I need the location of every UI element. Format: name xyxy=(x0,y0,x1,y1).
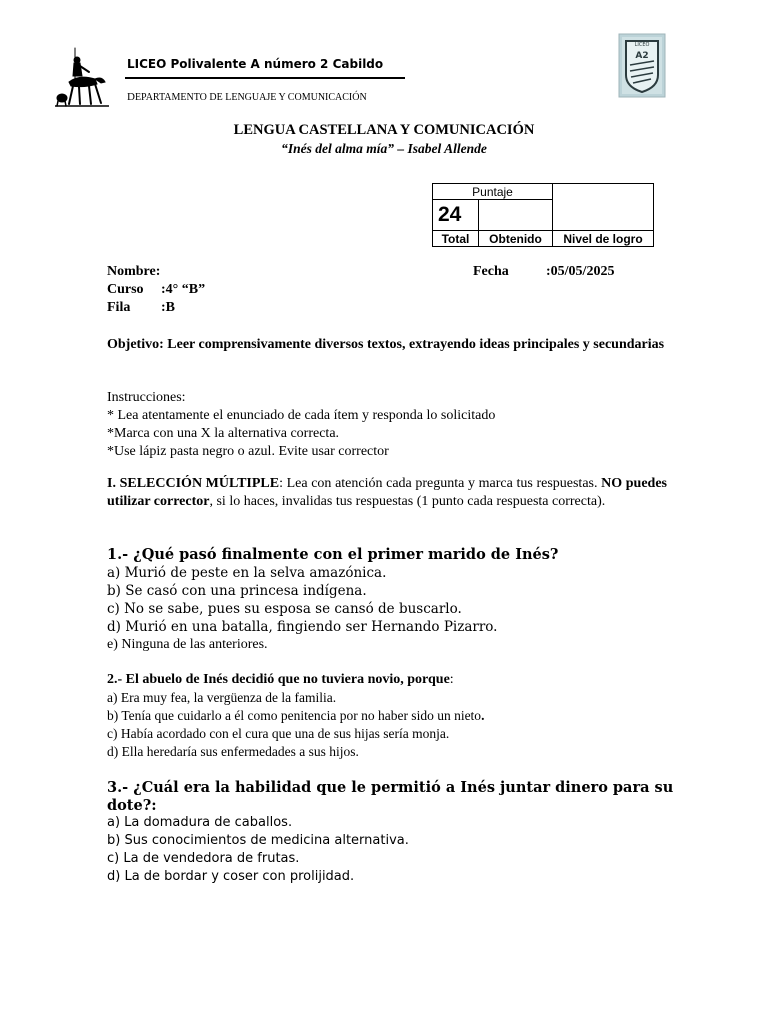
school-name: LICEO Polivalente A número 2 Cabildo xyxy=(127,57,384,71)
row-value: :B xyxy=(161,300,175,315)
department-rest: EPARTAMENTO DE LENGUAJE Y COMUNICACIÓN xyxy=(134,92,367,103)
section-title: I. SELECCIÓN MÚLTIPLE xyxy=(107,476,280,491)
question-1-option-d[interactable]: d) Murió en una batalla, fingiendo ser Hernando Pizarro. xyxy=(107,619,498,635)
question-2-text xyxy=(107,672,454,688)
school-seal-icon xyxy=(616,31,668,99)
svg-text:LICEO: LICEO xyxy=(634,42,650,48)
question-2-option-b-text: b) Tenía que cuidarlo a él como penitencia por no haber sido un nieto xyxy=(107,708,482,723)
question-3-option-d[interactable]: d) La de bordar y coser con prolijidad. xyxy=(107,869,355,884)
document-subtitle: “Inés del alma mía” – Isabel Allende xyxy=(281,141,487,156)
question-3-option-a[interactable]: a) La domadura de caballos. xyxy=(107,815,293,830)
section-text: , si lo haces, invalidas tus respuestas (1 punto cada respuesta correcta). xyxy=(209,494,606,509)
instruction-item: *Marca con una X la alternativa correcta. xyxy=(107,426,340,441)
header-divider xyxy=(125,77,405,79)
section-text: : Lea con atención cada pregunta y marca tus respuestas. xyxy=(279,476,602,491)
instructions-title: Instrucciones: xyxy=(107,390,186,405)
instruction-item: * Lea atentamente el enunciado de cada ítem y responda lo solicitado xyxy=(107,408,496,423)
question-3-text-line2: dote?: xyxy=(107,797,157,814)
date-value: :05/05/2025 xyxy=(546,264,615,279)
department-name xyxy=(127,91,367,103)
question-3-text-line1: 3.- ¿Cuál era la habilidad que le permitió a Inés juntar dinero para su xyxy=(107,779,674,796)
section-instructions xyxy=(107,475,667,511)
question-2-option-b-tail: . xyxy=(481,708,485,723)
level-label: Nivel de logro xyxy=(553,231,654,247)
course-label: Curso xyxy=(107,282,144,297)
question-2-text-tail: : xyxy=(449,672,454,687)
obtained-label: Obtenido xyxy=(479,231,553,247)
total-value: 24 xyxy=(433,200,479,231)
instruction-item: *Use lápiz pasta negro o azul. Evite usar corrector xyxy=(107,444,389,459)
question-2-option-c[interactable]: c) Había acordado con el cura que una de sus hijas sería monja. xyxy=(107,726,450,741)
name-label: Nombre: xyxy=(107,264,161,279)
date-label: Fecha xyxy=(473,264,509,279)
total-label: Total xyxy=(433,231,479,247)
section-warning: NO puedes utilizar corrector xyxy=(107,476,667,509)
svg-text:A2: A2 xyxy=(635,51,649,61)
document-title: LENGUA CASTELLANA Y COMUNICACIÓN xyxy=(233,122,535,138)
row-label: Fila xyxy=(107,300,131,315)
question-3-option-b[interactable]: b) Sus conocimientos de medicina alternativa. xyxy=(107,833,409,848)
score-table xyxy=(432,183,654,247)
quijote-logo xyxy=(55,46,109,108)
question-2-option-b[interactable] xyxy=(107,708,484,724)
score-header: Puntaje xyxy=(433,184,553,200)
question-2-option-a[interactable]: a) Era muy fea, la vergüenza de la familia. xyxy=(107,690,337,705)
question-3-option-c[interactable]: c) La de vendedora de frutas. xyxy=(107,851,300,866)
course-value: :4° “B” xyxy=(161,282,206,297)
question-2-text-main: 2.- El abuelo de Inés decidió que no tuviera novio, porque xyxy=(107,672,450,687)
question-1-option-c[interactable]: c) No se sabe, pues su esposa se cansó de buscarlo. xyxy=(107,601,462,617)
objective-text: Objetivo: Leer comprensivamente diversos textos, extrayendo ideas principales y secundarias xyxy=(107,337,665,352)
question-1-option-e[interactable]: e) Ninguna de las anteriores. xyxy=(107,637,268,652)
department-initial: D xyxy=(127,91,135,103)
question-2-option-d[interactable]: d) Ella heredaría sus enfermedades a sus hijos. xyxy=(107,744,359,759)
level-value-cell xyxy=(553,184,654,231)
question-1-option-b[interactable]: b) Se casó con una princesa indígena. xyxy=(107,583,367,599)
question-1-option-a[interactable]: a) Murió de peste en la selva amazónica. xyxy=(107,565,387,581)
question-1-text: 1.- ¿Qué pasó finalmente con el primer marido de Inés? xyxy=(107,546,559,563)
obtained-value-cell xyxy=(479,200,553,231)
